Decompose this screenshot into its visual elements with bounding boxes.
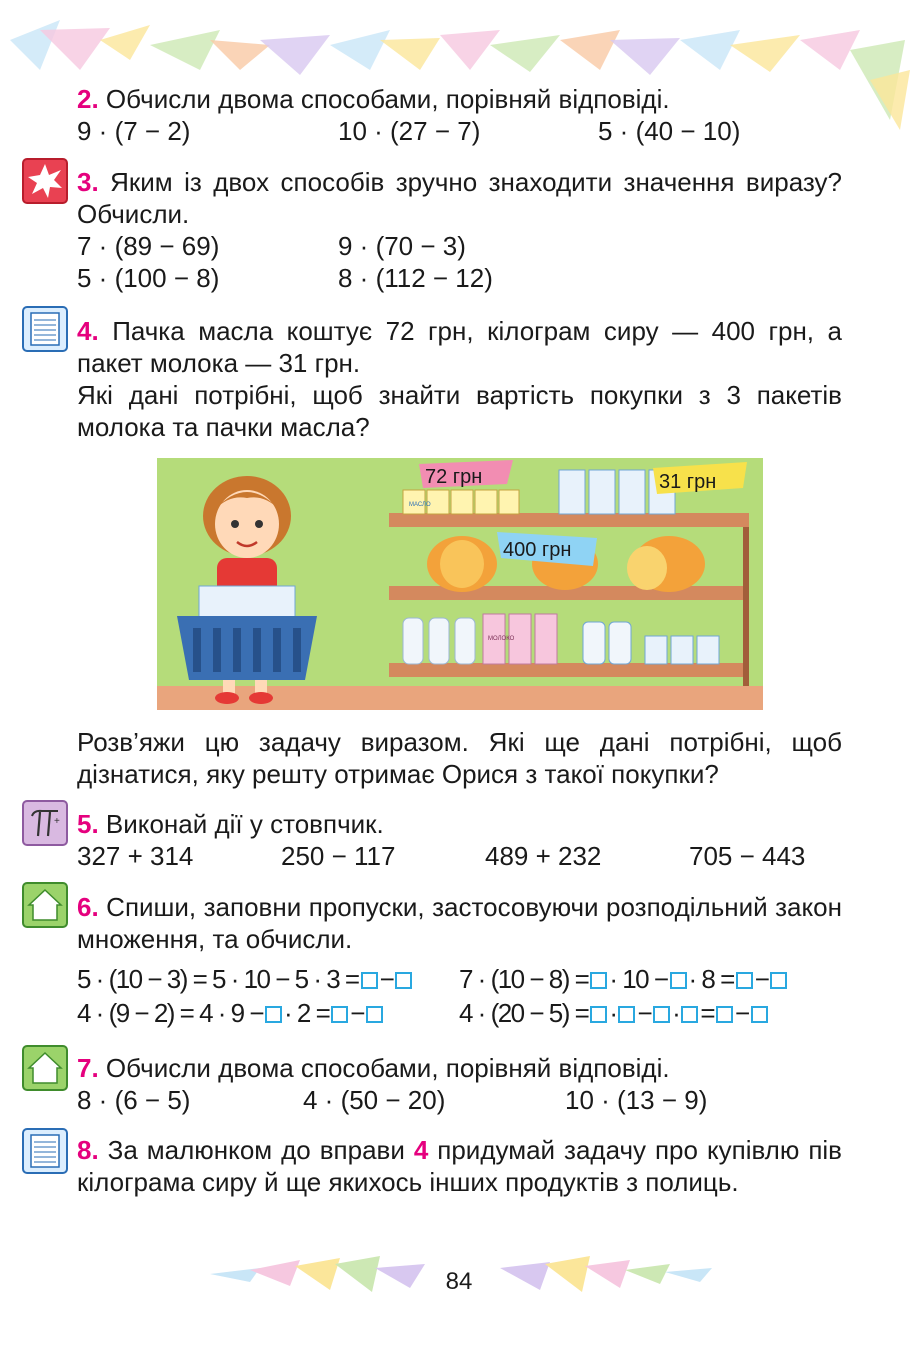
expression: 5 · (100 − 8) <box>77 263 220 293</box>
equation-row <box>459 998 770 1029</box>
page-number: 84 <box>445 1268 473 1295</box>
exercise-4 <box>77 315 842 443</box>
expression: 7 · (89 − 69) <box>77 231 220 261</box>
exercise-reference: 4 <box>413 1135 429 1165</box>
expression: 5 · (40 − 10) <box>598 116 741 146</box>
svg-text:+: + <box>54 816 60 827</box>
equation-text: · 10 − <box>609 964 668 994</box>
equation-row <box>459 964 789 995</box>
equation-row <box>77 964 414 995</box>
exercise-text: Яким із двох способів зручно знаходити значення виразу? Обчисли. <box>77 167 842 229</box>
price-tag-milk: 31 грн <box>659 471 717 493</box>
equation-text: · 8 = <box>688 964 734 994</box>
expression: 9 · (70 − 3) <box>338 231 466 261</box>
blank-box <box>331 1006 348 1023</box>
star-burst-icon <box>22 158 68 204</box>
equation-text: · <box>609 998 617 1028</box>
price-tag-cheese: 400 грн <box>503 539 572 561</box>
exercise-6 <box>77 891 842 955</box>
blank-box <box>395 972 412 989</box>
blank-box <box>670 972 687 989</box>
exercise-text: Виконай дії у стовпчик. <box>105 809 384 839</box>
equation-text: · 2 = <box>284 998 330 1028</box>
blank-box <box>265 1006 282 1023</box>
equation-text: 5 · (10 − 3) = 5 · 10 − 5 · 3 = <box>77 964 359 994</box>
equation-row <box>77 998 385 1029</box>
blank-box <box>681 1006 698 1023</box>
equation-text: − <box>379 964 394 994</box>
expression: 9 · (7 − 2) <box>77 116 191 146</box>
shop-illustration <box>157 458 763 710</box>
exercise-3 <box>77 166 842 294</box>
blank-box <box>736 972 753 989</box>
exercise-number: 5. <box>77 809 99 839</box>
blank-box <box>653 1006 670 1023</box>
equation-text: 4 · (9 − 2) = 4 · 9 − <box>77 998 263 1028</box>
expression: 4 · (50 − 20) <box>303 1085 446 1115</box>
expression: 250 − 117 <box>281 841 396 871</box>
exercise-number: 6. <box>77 892 99 922</box>
blank-box <box>618 1006 635 1023</box>
expression: 489 + 232 <box>485 841 602 871</box>
expression: 8 · (6 − 5) <box>77 1085 191 1115</box>
exercise-text: придумай задачу про купівлю пів кілограма сиру й ще якихось інших продуктів з полиць. <box>77 1135 842 1197</box>
blank-box <box>366 1006 383 1023</box>
blank-box <box>770 972 787 989</box>
exercise-number: 2. <box>77 84 99 114</box>
exercise-text: Пачка масла коштує 72 грн, кілограм сиру — 400 грн, а пакет молока — 31 грн. <box>77 316 842 378</box>
notebook-icon <box>22 1128 68 1174</box>
equation-text: · <box>672 998 680 1028</box>
exercise-number: 8. <box>77 1135 99 1165</box>
equation-text: = <box>700 998 715 1028</box>
equation-text: − <box>754 964 769 994</box>
exercise-text: Спиши, заповни пропуски, застосовуючи розподільний закон множення, та обчисли. <box>77 892 842 954</box>
equation-text: − <box>637 998 652 1028</box>
exercise-7 <box>77 1052 842 1116</box>
exercise-number: 7. <box>77 1053 99 1083</box>
exercise-number: 4. <box>77 316 99 346</box>
blank-box <box>361 972 378 989</box>
exercise-4-followup: Розв’яжи цю задачу виразом. Які ще дані потрібні, щоб дізнатися, яку решту отримає Орися з такої покупки? <box>77 727 842 789</box>
blank-box <box>590 972 607 989</box>
equation-text: 4 · (20 − 5) = <box>459 998 589 1028</box>
expression: 8 · (112 − 12) <box>338 263 493 293</box>
exercise-question: Які дані потрібні, щоб знайти вартість покупки з 3 пакетів молока та пачки масла? <box>77 380 842 442</box>
exercise-text: Обчисли двома способами, порівняй відповіді. <box>105 84 670 114</box>
exercise-text: За малюнком до вправи <box>107 1135 414 1165</box>
expression: 10 · (27 − 7) <box>338 116 481 146</box>
blank-box <box>751 1006 768 1023</box>
expression: 10 · (13 − 9) <box>565 1085 708 1115</box>
equation-text: − <box>350 998 364 1028</box>
home-icon <box>22 1045 68 1091</box>
calculator-icon <box>22 800 68 846</box>
equation-text: − <box>735 998 749 1028</box>
exercise-5 <box>77 808 842 872</box>
equation-text: 7 · (10 − 8) = <box>459 964 589 994</box>
exercise-text: Обчисли двома способами, порівняй відповіді. <box>105 1053 670 1083</box>
blank-box <box>716 1006 733 1023</box>
butter-label: МАСЛО <box>409 502 431 508</box>
home-icon <box>22 882 68 928</box>
expression: 327 + 314 <box>77 841 194 871</box>
notebook-icon <box>22 306 68 352</box>
expression: 705 − 443 <box>689 841 806 871</box>
price-tag-butter: 72 грн <box>425 466 483 488</box>
exercise-number: 3. <box>77 167 99 197</box>
milk-label: МОЛОКО <box>488 636 515 642</box>
exercise-2 <box>77 83 842 147</box>
exercise-8 <box>77 1134 842 1198</box>
blank-box <box>590 1006 607 1023</box>
